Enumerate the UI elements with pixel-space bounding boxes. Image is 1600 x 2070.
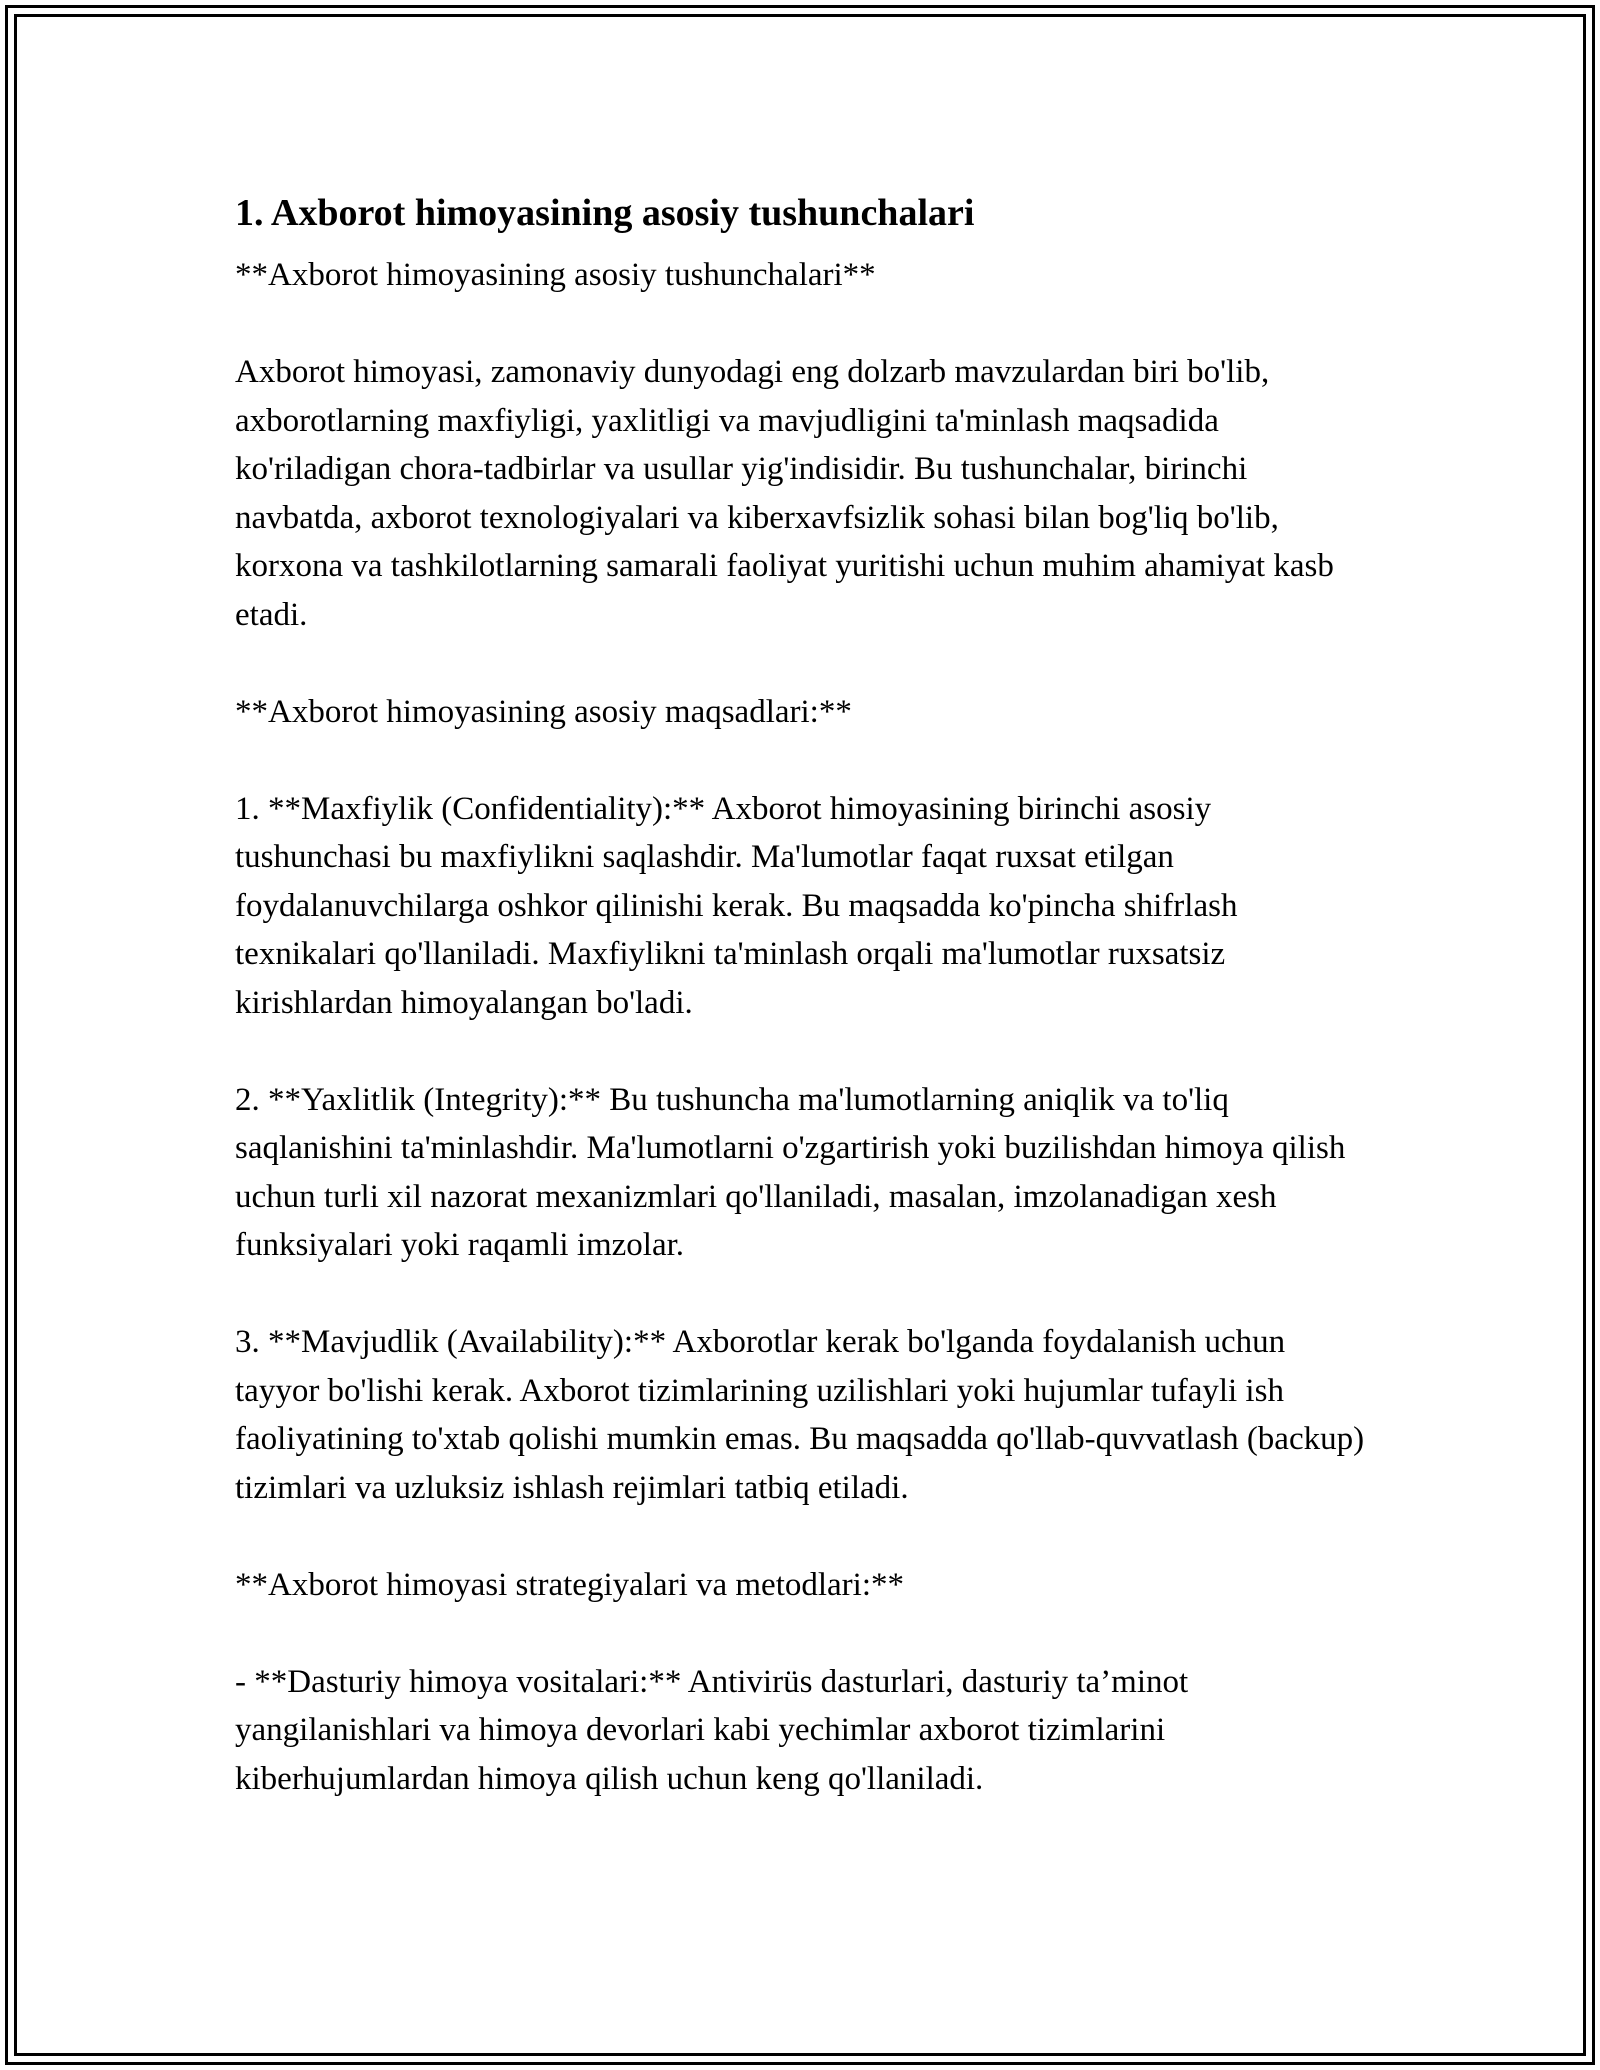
section-heading-goals: **Axborot himoyasining asosiy maqsadlari:**	[235, 693, 852, 730]
section-heading-strategies: **Axborot himoyasi strategiyalari va metodlari:**	[235, 1566, 905, 1603]
goal-availability: 3. **Mavjudlik (Availability):** Axborotlar kerak bo'lganda foydalanish uchun tayyor bo'lishi kerak. Axborot tizimlarining uzilishlari yoki hujumlar tufayli ish faoliyatining to'xtab qolishi mumkin emas. Bu maqsadda qo'llab-quvvatlash (backup) tizimlari va uzluksiz ishlash rejimlari tatbiq etiladi.	[235, 1324, 1365, 1506]
document-title: 1. Axborot himoyasining asosiy tushunchalari	[235, 192, 975, 234]
document-body	[235, 185, 1370, 1852]
section-heading-concepts: **Axborot himoyasining asosiy tushunchalari**	[235, 257, 876, 293]
goal-integrity: 2. **Yaxlitlik (Integrity):** Bu tushuncha ma'lumotlarning aniqlik va to'liq saqlanishini ta'minlashdir. Ma'lumotlarni o'zgartirish yoki buzilishdan himoya qilish uchun turli xil nazorat mexanizmlari qo'llaniladi, masalan, imzolanadigan xesh funksiyalari yoki raqamli imzolar.	[235, 1081, 1346, 1263]
intro-paragraph: Axborot himoyasi, zamonaviy dunyodagi eng dolzarb mavzulardan biri bo'lib, axborotlarning maxfiyligi, yaxlitligi va mavjudligini ta'minlash maqsadida ko'riladigan chora-tadbirlar va usullar yig'indisidir. Bu tushunchalar, birinchi navbatda, axborot texnologiyalari va kiberxavfsizlik sohasi bilan bog'liq bo'lib, korxona va tashkilotlarning samarali faoliyat yuritishi uchun muhim ahamiyat kasb etadi.	[235, 354, 1334, 633]
strategy-software-protection: - **Dasturiy himoya vositalari:** Antivirüs dasturlari, dasturiy ta’minot yangilanishlari va himoya devorlari kabi yechimlar axborot tizimlarini kiberhujumlardan himoya qilish uchun keng qo'llaniladi.	[235, 1663, 1189, 1797]
goal-confidentiality: 1. **Maxfiylik (Confidentiality):** Axborot himoyasining birinchi asosiy tushunchasi bu maxfiylikni saqlashdir. Ma'lumotlar faqat ruxsat etilgan foydalanuvchilarga oshkor qilinishi kerak. Bu maqsadda ko'pincha shifrlash texnikalari qo'llaniladi. Maxfiylikni ta'minlash orqali ma'lumotlar ruxsatsiz kirishlardan himoyalangan bo'ladi.	[235, 790, 1238, 1021]
